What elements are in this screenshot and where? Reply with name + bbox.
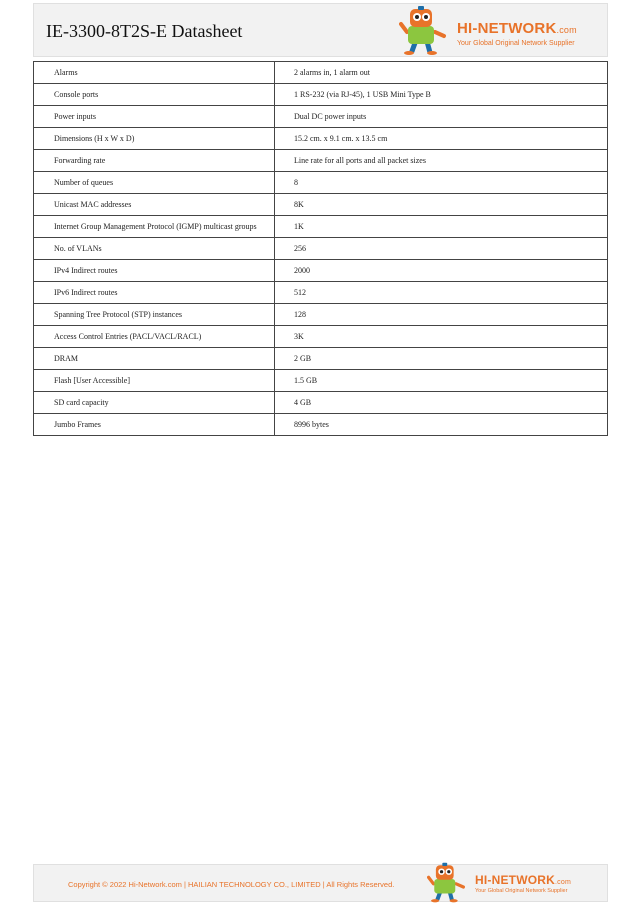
spec-value: Line rate for all ports and all packet sizes xyxy=(275,150,608,172)
spec-row xyxy=(34,304,608,326)
spec-row xyxy=(34,106,608,128)
spec-label: Access Control Entries (PACL/VACL/RACL) xyxy=(34,326,275,348)
spec-value: 2 GB xyxy=(275,348,608,370)
spec-label: Unicast MAC addresses xyxy=(34,194,275,216)
page-title: IE-3300-8T2S-E Datasheet xyxy=(46,21,243,41)
spec-row xyxy=(34,128,608,150)
brand-tagline: Your Global Original Network Supplier xyxy=(457,40,575,47)
spec-row xyxy=(34,238,608,260)
spec-label: Forwarding rate xyxy=(34,150,275,172)
spec-value: Dual DC power inputs xyxy=(275,106,608,128)
spec-label: IPv4 Indirect routes xyxy=(34,260,275,282)
spec-value: 1K xyxy=(275,216,608,238)
spec-label: Dimensions (H x W x D) xyxy=(34,128,275,150)
spec-value: 8K xyxy=(275,194,608,216)
spec-label: Console ports xyxy=(34,84,275,106)
spec-value: 1.5 GB xyxy=(275,370,608,392)
spec-row xyxy=(34,172,608,194)
spec-value: 256 xyxy=(275,238,608,260)
spec-row xyxy=(34,370,608,392)
page-header xyxy=(33,3,608,57)
spec-label: Jumbo Frames xyxy=(34,414,275,436)
spec-row xyxy=(34,326,608,348)
spec-value: 8996 bytes xyxy=(275,414,608,436)
footer-hi-network-logo[interactable] xyxy=(427,862,577,903)
spec-value: 1 RS-232 (via RJ-45), 1 USB Mini Type B xyxy=(275,84,608,106)
mascot-icon xyxy=(399,6,451,56)
spec-value: 2 alarms in, 1 alarm out xyxy=(275,62,608,84)
spec-value: 3K xyxy=(275,326,608,348)
spec-label: Alarms xyxy=(34,62,275,84)
spec-row xyxy=(34,216,608,238)
spec-row xyxy=(34,348,608,370)
spec-label: DRAM xyxy=(34,348,275,370)
brand-name: HI-NETWORK xyxy=(457,20,557,37)
spec-row xyxy=(34,414,608,436)
spec-row xyxy=(34,260,608,282)
spec-label: SD card capacity xyxy=(34,392,275,414)
spec-value: 8 xyxy=(275,172,608,194)
spec-row xyxy=(34,194,608,216)
spec-value: 4 GB xyxy=(275,392,608,414)
spec-label: Number of queues xyxy=(34,172,275,194)
spec-label: Power inputs xyxy=(34,106,275,128)
spec-row xyxy=(34,150,608,172)
footer-copyright: Copyright © 2022 Hi-Network.com | HAILIAN TECHNOLOGY CO., LIMITED | All Rights Reserved. xyxy=(68,880,395,889)
spec-label: No. of VLANs xyxy=(34,238,275,260)
spec-row xyxy=(34,282,608,304)
spec-value: 128 xyxy=(275,304,608,326)
footer-brand-domain-suffix: .com xyxy=(555,879,571,886)
footer-brand-name: HI-NETWORK xyxy=(475,873,555,887)
spec-table xyxy=(33,61,608,436)
spec-label: Flash [User Accessible] xyxy=(34,370,275,392)
spec-label: Spanning Tree Protocol (STP) instances xyxy=(34,304,275,326)
spec-value: 15.2 cm. x 9.1 cm. x 13.5 cm xyxy=(275,128,608,150)
spec-row xyxy=(34,392,608,414)
spec-label: Internet Group Management Protocol (IGMP) multicast groups xyxy=(34,216,275,238)
spec-value: 512 xyxy=(275,282,608,304)
spec-label: IPv6 Indirect routes xyxy=(34,282,275,304)
spec-value: 2000 xyxy=(275,260,608,282)
page-footer xyxy=(33,864,608,902)
spec-row xyxy=(34,62,608,84)
hi-network-logo[interactable] xyxy=(399,8,589,56)
footer-brand-tagline: Your Global Original Network Supplier xyxy=(475,888,568,894)
brand-domain-suffix: .com xyxy=(556,25,577,35)
footer-mascot-icon xyxy=(427,862,469,903)
spec-row xyxy=(34,84,608,106)
